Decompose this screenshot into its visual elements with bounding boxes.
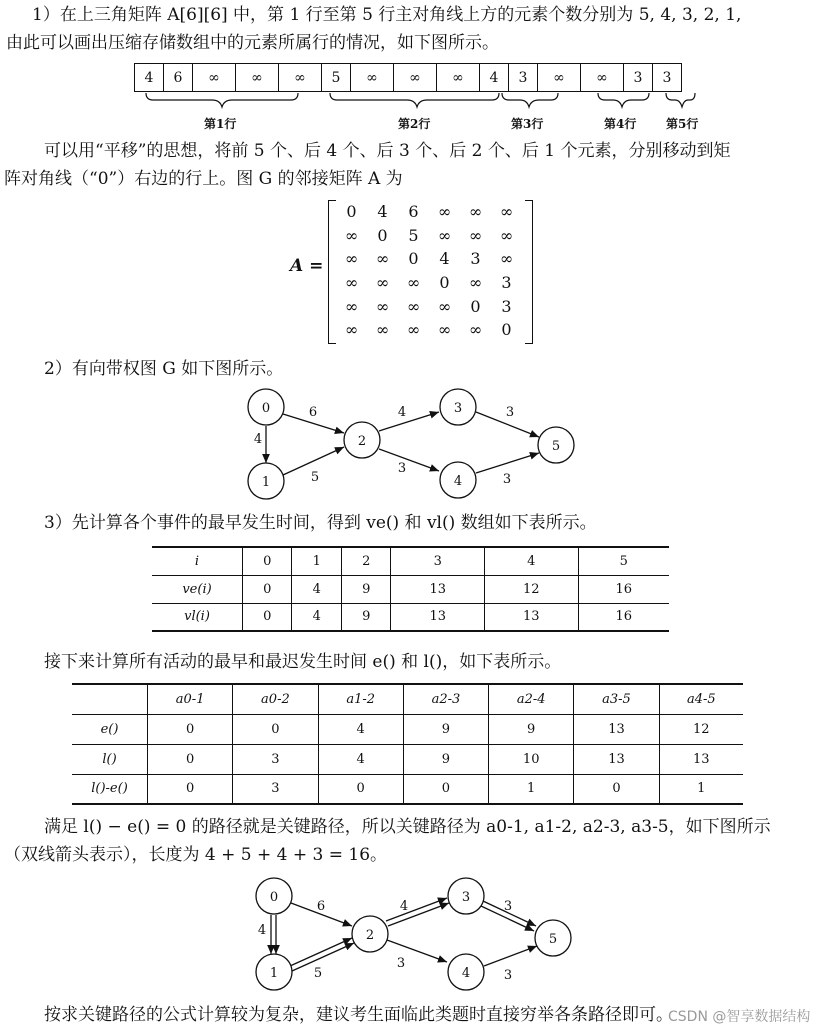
table1-cell: 16 — [578, 603, 669, 631]
activity-table — [72, 683, 743, 805]
row-label-1: 第1行 — [204, 117, 237, 131]
table2-header-cell: a1-2 — [318, 684, 403, 714]
weight-4-5: 3 — [502, 472, 512, 487]
matrix-cell: 0 — [408, 249, 419, 269]
table1-header-cell: 0 — [243, 547, 292, 575]
array-cell: 6 — [164, 64, 193, 91]
row-label-4: 第4行 — [604, 117, 637, 131]
para1-line2: 由此可以画出压缩存储数组中的元素所属行的情况，如下图所示。 — [6, 33, 499, 53]
table2-cell: 0 — [318, 774, 403, 804]
matrix-cell: 0 — [470, 296, 481, 316]
node-label-4: 4 — [453, 474, 463, 489]
weight-1-2: 5 — [313, 966, 323, 981]
matrix-cell: 6 — [408, 202, 419, 222]
table2-header-cell: a0-2 — [233, 684, 318, 714]
adjacency-matrix — [328, 200, 533, 342]
array-cell: ∞ — [279, 64, 322, 91]
edge-2-4 — [379, 449, 439, 471]
node-label-5: 5 — [548, 932, 558, 947]
critical-edge-2-3-b — [388, 903, 449, 926]
row-label-5: 第5行 — [666, 117, 699, 131]
array-cell: 3 — [662, 69, 672, 86]
matrix-cell: 3 — [470, 249, 481, 269]
table2-cell: 9 — [489, 714, 574, 744]
critical-edge-1-2-b — [292, 943, 354, 971]
array-cell: 3 — [509, 64, 538, 91]
node-label-0: 0 — [261, 401, 271, 416]
table1-cell: 0 — [243, 603, 292, 631]
table2-cell: 10 — [489, 744, 574, 774]
para6-line2: （双线箭头表示），长度为 4 + 5 + 4 + 3 = 16。 — [4, 845, 388, 865]
array-cell: ∞ — [351, 64, 394, 91]
para6-line1: 满足 l() − e() = 0 的路径就是关键路径，所以关键路径为 a0-1, a1-2, a2-3, a3-5，如下图所示 — [44, 817, 771, 837]
table2-header-cell: a2-4 — [489, 684, 574, 714]
matrix-cell: ∞ — [437, 225, 452, 245]
table1-cell: 13 — [391, 603, 485, 631]
matrix-cell: 0 — [439, 273, 450, 293]
matrix-cell: ∞ — [406, 320, 421, 340]
table1-header-cell: 4 — [485, 547, 579, 575]
matrix-cell: ∞ — [375, 296, 390, 316]
row-label-3: 第3行 — [511, 117, 544, 131]
critical-edge-1-2-a — [290, 938, 352, 966]
table1-header-cell: i — [152, 547, 243, 575]
table1-cell: 9 — [341, 603, 390, 631]
table2-cell: 4 — [318, 744, 403, 774]
matrix-cell: ∞ — [375, 273, 390, 293]
brace-row4 — [598, 93, 649, 107]
array-cell: ∞ — [437, 64, 480, 91]
brace-row5 — [666, 93, 695, 107]
table2-cell: 4 — [318, 714, 403, 744]
table2-cell: 9 — [403, 744, 488, 774]
matrix-cell: ∞ — [344, 320, 359, 340]
node-label-1: 1 — [261, 475, 271, 490]
matrix-cell: ∞ — [344, 249, 359, 269]
table1-cell: 0 — [243, 575, 292, 603]
matrix-cell: ∞ — [406, 273, 421, 293]
node-label-3: 3 — [461, 890, 471, 905]
node-label-3: 3 — [453, 401, 463, 416]
edge-4-5 — [476, 453, 539, 473]
table2-cell: 13 — [659, 744, 743, 774]
edge-4-5 — [484, 946, 537, 966]
critical-edge-2-3-a — [386, 898, 447, 921]
matrix-cell: 5 — [408, 225, 419, 245]
matrix-cell: ∞ — [468, 273, 483, 293]
watermark: CSDN @智享数据结构 — [668, 1009, 811, 1025]
table1-cell: 16 — [578, 575, 669, 603]
weight-2-3: 4 — [397, 405, 407, 420]
node-label-2: 2 — [357, 434, 367, 449]
table1-header-cell: 3 — [391, 547, 485, 575]
para4: 3）先计算各个事件的最早发生时间，得到 ve() 和 vl() 数组如下表所示。 — [44, 513, 597, 533]
para3: 2）有向带权图 G 如下图所示。 — [44, 359, 284, 379]
ve-vl-table — [152, 546, 669, 632]
table1-cell: 13 — [485, 603, 579, 631]
matrix-cell: ∞ — [437, 296, 452, 316]
table2-header-cell: a4-5 — [659, 684, 743, 714]
weight-3-5: 3 — [503, 899, 513, 914]
weight-0-1: 4 — [253, 432, 263, 447]
array-cell: ∞ — [538, 64, 581, 91]
matrix-cell: 3 — [501, 273, 512, 293]
matrix-cell: ∞ — [344, 273, 359, 293]
para7: 按求关键路径的公式计算较为复杂，建议考生面临此类题时直接穷举各条路径即可。 — [44, 1005, 673, 1025]
matrix-cell: 0 — [501, 320, 512, 340]
weight-2-4: 3 — [396, 956, 406, 971]
matrix-cell: ∞ — [344, 225, 359, 245]
graph-critical-path — [238, 874, 598, 994]
para2-line2: 阵对角线（“0”）右边的行上。图 G 的邻接矩阵 A 为 — [4, 169, 403, 189]
matrix-left-bracket — [328, 200, 336, 344]
para2-line1: 可以用“平移”的思想，将前 5 个、后 4 个、后 3 个、后 2 个、后 1 个元素，分别移动到矩 — [44, 141, 731, 161]
table2-cell: 12 — [659, 714, 743, 744]
matrix-cell: ∞ — [437, 202, 452, 222]
matrix-cell: ∞ — [375, 320, 390, 340]
matrix-cell: ∞ — [344, 296, 359, 316]
matrix-cell: ∞ — [499, 249, 514, 269]
table2-header-cell: a0-1 — [148, 684, 233, 714]
array-cell: 3 — [624, 64, 653, 91]
brace-row1 — [146, 93, 298, 107]
array-cell: ∞ — [581, 64, 624, 91]
table2-row-label: l()-e() — [72, 774, 148, 804]
weight-1-2: 5 — [310, 470, 320, 485]
table2-cell: 0 — [233, 714, 318, 744]
matrix-cell: ∞ — [468, 320, 483, 340]
matrix-cell: 0 — [346, 202, 357, 222]
table2-cell: 0 — [148, 774, 233, 804]
matrix-cell: 3 — [501, 296, 512, 316]
compressed-array — [134, 63, 682, 92]
brace-row3 — [502, 93, 558, 107]
table2-cell: 9 — [403, 714, 488, 744]
para5: 接下来计算所有活动的最早和最迟发生时间 e() 和 l()，如下表所示。 — [44, 652, 562, 672]
table2-cell: 0 — [574, 774, 659, 804]
matrix-cell: ∞ — [499, 225, 514, 245]
matrix-cell: ∞ — [437, 320, 452, 340]
table2-row-label: e() — [72, 714, 148, 744]
table1-header-cell: 2 — [341, 547, 390, 575]
table2-cell: 13 — [574, 714, 659, 744]
table2-header-cell — [72, 684, 148, 714]
table1-header-cell: 1 — [292, 547, 341, 575]
table2-cell: 13 — [574, 744, 659, 774]
table2-cell: 0 — [148, 744, 233, 774]
matrix-cell: ∞ — [468, 225, 483, 245]
table2-header-cell: a3-5 — [574, 684, 659, 714]
graph-weighted — [230, 385, 590, 505]
matrix-cell: ∞ — [406, 296, 421, 316]
table2-cell: 3 — [233, 744, 318, 774]
matrix-label: A = — [290, 256, 324, 276]
row-braces — [0, 90, 839, 114]
para1-line1: 1）在上三角矩阵 A[6][6] 中，第 1 行至第 5 行主对角线上方的元素个数分别为 5, 4, 3, 2, 1, — [32, 5, 742, 25]
table2-cell: 0 — [403, 774, 488, 804]
table2-cell: 1 — [489, 774, 574, 804]
table2-cell: 0 — [148, 714, 233, 744]
table1-row-label: ve(i) — [152, 575, 243, 603]
node-label-4: 4 — [461, 966, 471, 981]
array-cell: ∞ — [236, 64, 279, 91]
weight-4-5: 3 — [503, 968, 513, 983]
row-label-2: 第2行 — [398, 117, 431, 131]
matrix-cell: 4 — [377, 202, 388, 222]
array-cell: ∞ — [193, 64, 236, 91]
weight-2-4: 3 — [397, 461, 407, 476]
array-cell: 5 — [322, 64, 351, 91]
node-label-2: 2 — [365, 928, 375, 943]
node-label-0: 0 — [269, 890, 279, 905]
array-cell: 4 — [480, 64, 509, 91]
array-cell: ∞ — [394, 64, 437, 91]
matrix-cell: ∞ — [499, 202, 514, 222]
weight-0-2: 6 — [316, 899, 326, 914]
table1-cell: 12 — [485, 575, 579, 603]
matrix-right-bracket — [525, 200, 533, 344]
weight-2-3: 4 — [399, 899, 409, 914]
node-label-1: 1 — [269, 966, 279, 981]
node-label-5: 5 — [551, 439, 561, 454]
brace-row2 — [330, 93, 499, 107]
weight-0-2: 6 — [308, 405, 318, 420]
matrix-cell: ∞ — [468, 202, 483, 222]
array-cell: 4 — [135, 64, 164, 91]
table2-cell: 1 — [659, 774, 743, 804]
weight-0-1: 4 — [257, 923, 267, 938]
table1-header-cell: 5 — [578, 547, 669, 575]
table2-cell: 3 — [233, 774, 318, 804]
table1-cell: 4 — [292, 575, 341, 603]
matrix-cell: 0 — [377, 225, 388, 245]
table1-row-label: vl(i) — [152, 603, 243, 631]
weight-3-5: 3 — [505, 405, 515, 420]
table1-cell: 4 — [292, 603, 341, 631]
matrix-cell: 4 — [439, 249, 450, 269]
table1-cell: 9 — [341, 575, 390, 603]
edge-2-3 — [379, 412, 439, 431]
table1-cell: 13 — [391, 575, 485, 603]
matrix-cell: ∞ — [375, 249, 390, 269]
table2-header-cell: a2-3 — [403, 684, 488, 714]
table2-row-label: l() — [72, 744, 148, 774]
